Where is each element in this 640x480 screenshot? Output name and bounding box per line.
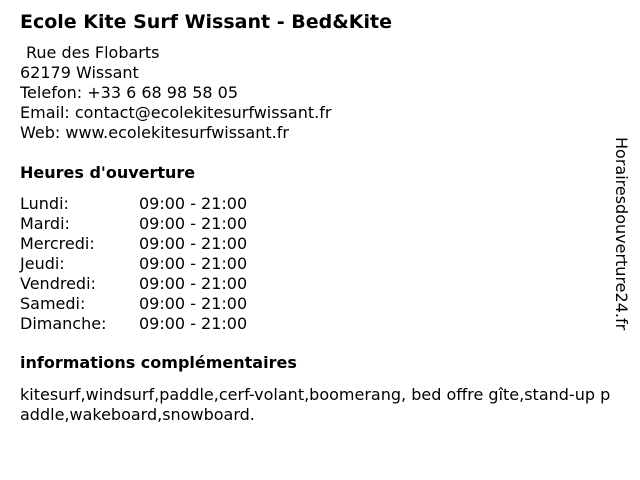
- opening-hours-table: [20, 194, 247, 334]
- additional-info-text: kitesurf,windsurf,paddle,cerf-volant,boomerang, bed offre gîte,stand-up paddle,wakeboard,snowboard.: [20, 385, 611, 424]
- email-line: Email: contact@ecolekitesurfwissant.fr: [20, 103, 332, 122]
- site-brand-vertical: Horairesdouverture24.fr: [612, 137, 631, 331]
- website-line: Web: www.ecolekitesurfwissant.fr: [20, 123, 289, 142]
- hours-row-saturday: [20, 294, 247, 314]
- hours-row-friday: [20, 274, 247, 294]
- hours-row-sunday: [20, 314, 247, 334]
- day-label: Lundi:: [20, 194, 69, 213]
- time-range: 09:00 - 21:00: [139, 254, 248, 273]
- hours-row-monday: [20, 194, 247, 214]
- hours-row-tuesday: [20, 214, 247, 234]
- city-line: 62179 Wissant: [20, 63, 139, 82]
- additional-info-heading: informations complémentaires: [20, 353, 297, 372]
- time-range: 09:00 - 21:00: [139, 314, 248, 333]
- time-range: 09:00 - 21:00: [139, 214, 248, 233]
- opening-hours-heading: Heures d'ouverture: [20, 163, 196, 182]
- street-address: Rue des Flobarts: [26, 43, 160, 62]
- day-label: Dimanche:: [20, 314, 107, 333]
- time-range: 09:00 - 21:00: [139, 234, 248, 253]
- day-label: Mardi:: [20, 214, 70, 233]
- time-range: 09:00 - 21:00: [139, 294, 248, 313]
- time-range: 09:00 - 21:00: [139, 274, 248, 293]
- address-block: [20, 43, 331, 143]
- hours-row-wednesday: [20, 234, 247, 254]
- day-label: Samedi:: [20, 294, 86, 313]
- phone-line: Telefon: +33 6 68 98 58 05: [20, 83, 239, 102]
- day-label: Vendredi:: [20, 274, 96, 293]
- day-label: Jeudi:: [20, 254, 65, 273]
- hours-row-thursday: [20, 254, 247, 274]
- time-range: 09:00 - 21:00: [139, 194, 248, 213]
- day-label: Mercredi:: [20, 234, 95, 253]
- business-name: Ecole Kite Surf Wissant - Bed&Kite: [20, 11, 392, 33]
